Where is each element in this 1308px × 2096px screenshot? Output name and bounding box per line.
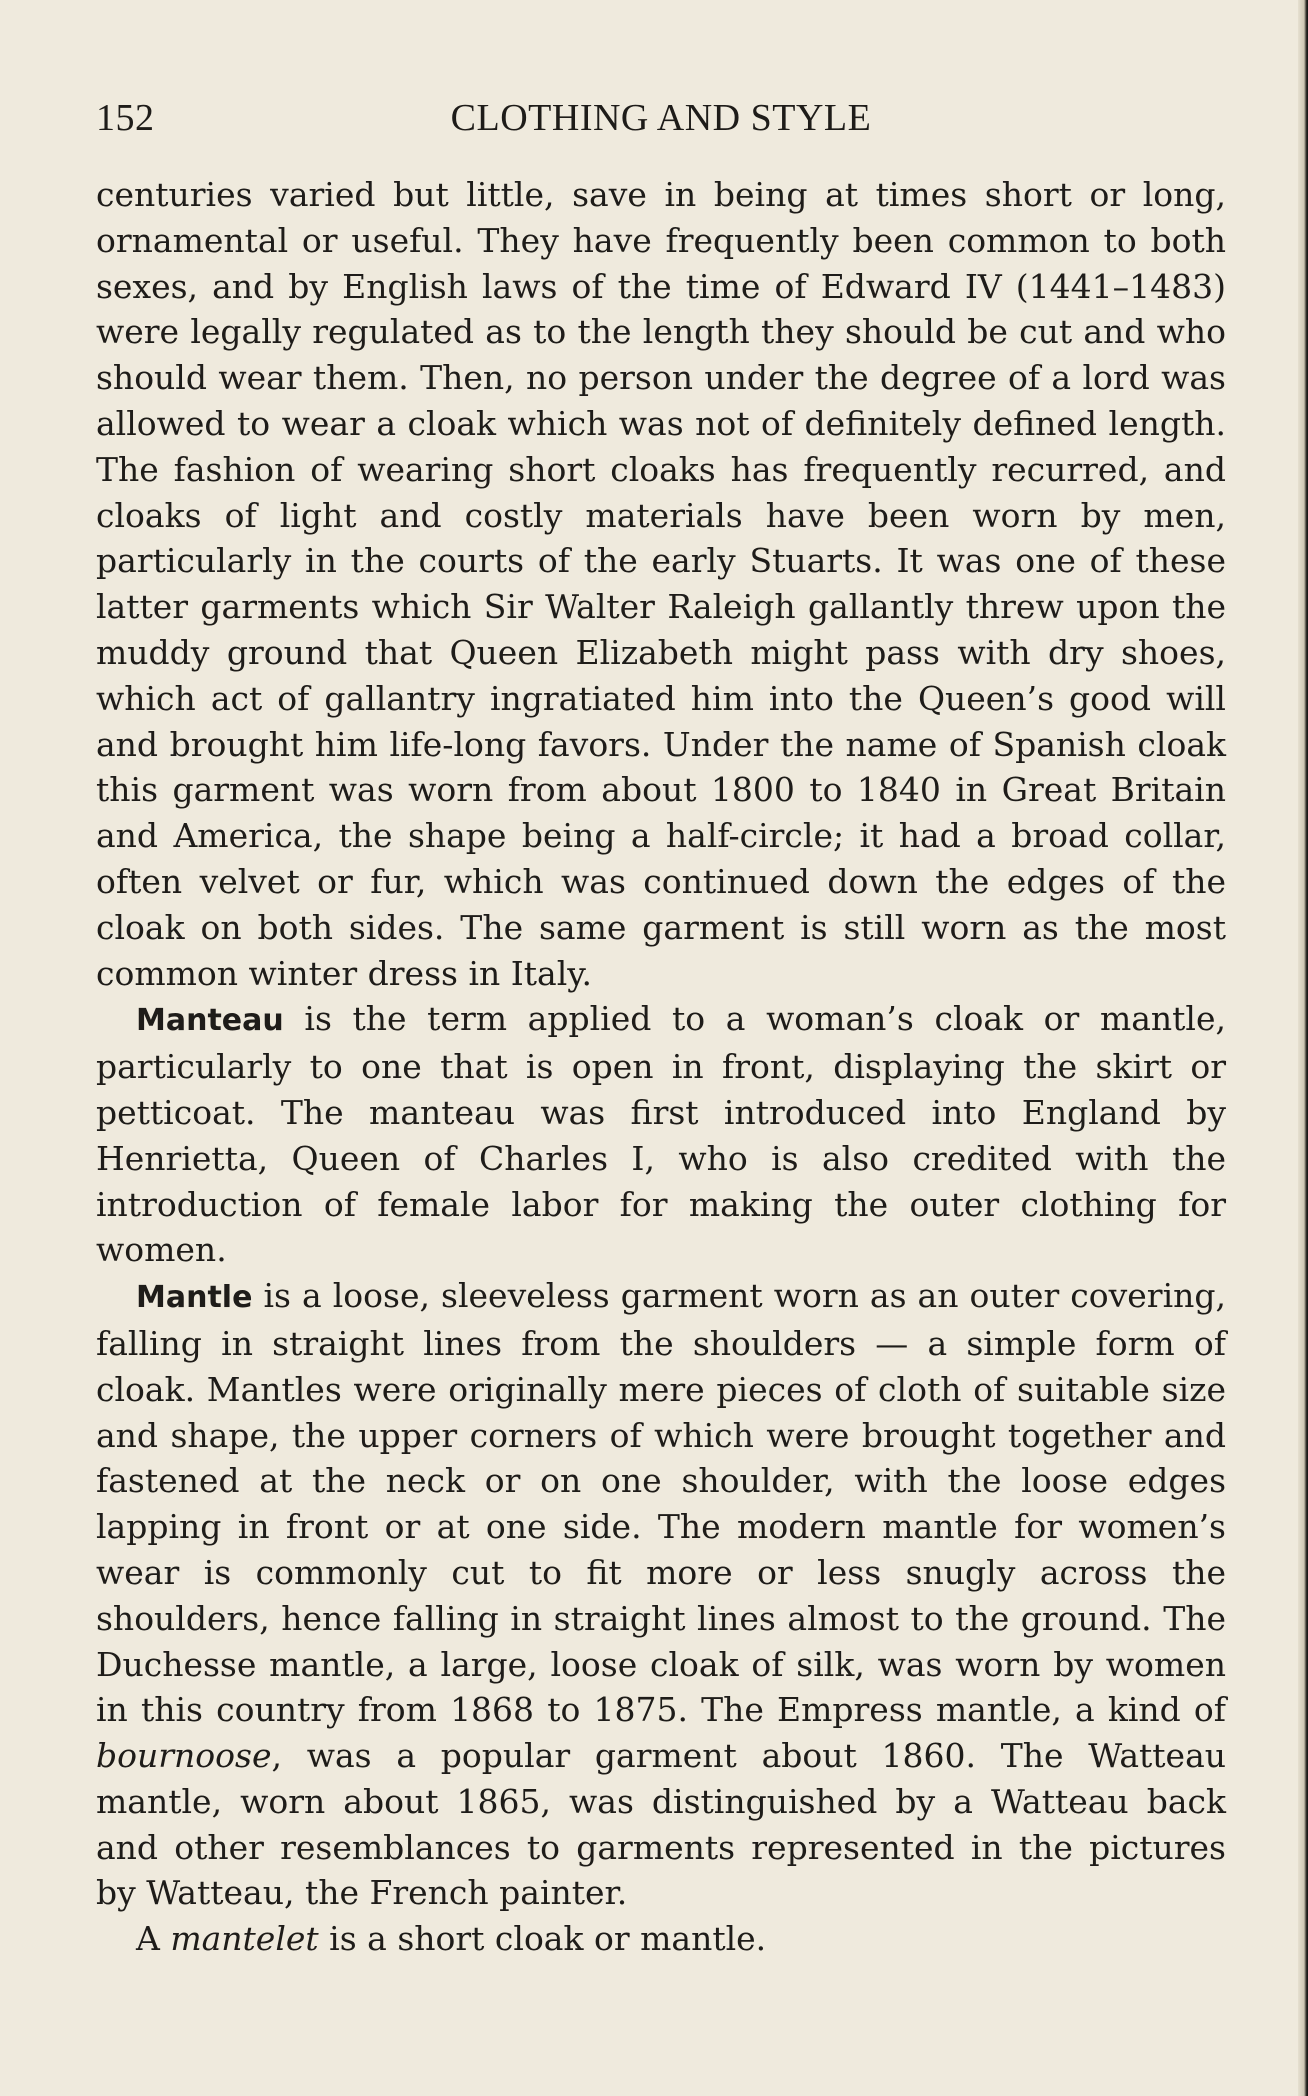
term-manteau: Manteau	[136, 1003, 284, 1039]
page-number: 152	[96, 97, 155, 139]
paragraph-manteau	[96, 996, 1226, 1273]
body-text	[96, 172, 1226, 1962]
term-mantelet: mantelet	[170, 1919, 319, 1959]
mantle-text-a: is a loose, sleeveless garment worn as an outer covering, falling in straight lines from the shoulders — a simple form of cloak. Mantles were originally mere pieces of cloth of suitable size and shape, the upper corners of which were brought together and fastened at the neck or on one shoulder, with the loose edges lapping in front or at one side. The modern mantle for women’s wear is commonly cut to fit more or less snugly across the shoulders, hence falling in straight lines almost to the ground. The Duchesse mantle, a large, loose cloak of silk, was worn by women in this country from 1868 to 1875. The Empress mantle, a kind of	[96, 1276, 1226, 1730]
paragraph-mantelet	[96, 1916, 1226, 1962]
page-edge	[1298, 0, 1308, 2096]
manteau-text: is the term applied to a woman’s cloak or mantle, particularly to one that is open in front, displaying the skirt or petticoat. The manteau was first introduced into England by Henrietta, Queen of Charles I, who is also credited with the introduction of female labor for making the outer clothing for women.	[96, 999, 1226, 1270]
running-head: CLOTHING AND STYLE	[450, 97, 872, 139]
paragraph-continuation: centuries varied but little, save in being at times short or long, ornamental or useful. They have frequently been common to both sexes, and by English laws of the time of Edward IV (1441–1483) were legally regulated as to the length they should be cut and who should wear them. Then, no person under the degree of a lord was allowed to wear a cloak which was not of definitely defined length. The fashion of wearing short cloaks has frequently recurred, and cloaks of light and costly materials have been worn by men, particularly in the courts of the early Stuarts. It was one of these latter garments which Sir Walter Raleigh gallantly threw upon the muddy ground that Queen Elizabeth might pass with dry shoes, which act of gallantry ingratiated him into the Queen’s good will and brought him life-long favors. Under the name of Spanish cloak this garment was worn from about 1800 to 1840 in Great Britain and America, the shape being a half-circle; it had a broad collar, often velvet or fur, which was continued down the edges of the cloak on both sides. The same garment is still worn as the most common winter dress in Italy.	[96, 175, 1226, 993]
mantelet-text: is a short cloak or mantle.	[318, 1919, 767, 1959]
page-header	[96, 96, 1226, 146]
mantle-text-b: , was a popular garment about 1860. The Watteau mantle, worn about 1865, was distinguished by a Watteau back and other resemblances to garments represented in the pictures by Watteau, the French painter.	[96, 1736, 1226, 1913]
paragraph-mantle	[96, 1273, 1226, 1916]
mantelet-prefix: A	[136, 1919, 171, 1959]
mantle-italic: bournoose	[96, 1736, 272, 1776]
term-mantle: Mantle	[136, 1280, 253, 1316]
